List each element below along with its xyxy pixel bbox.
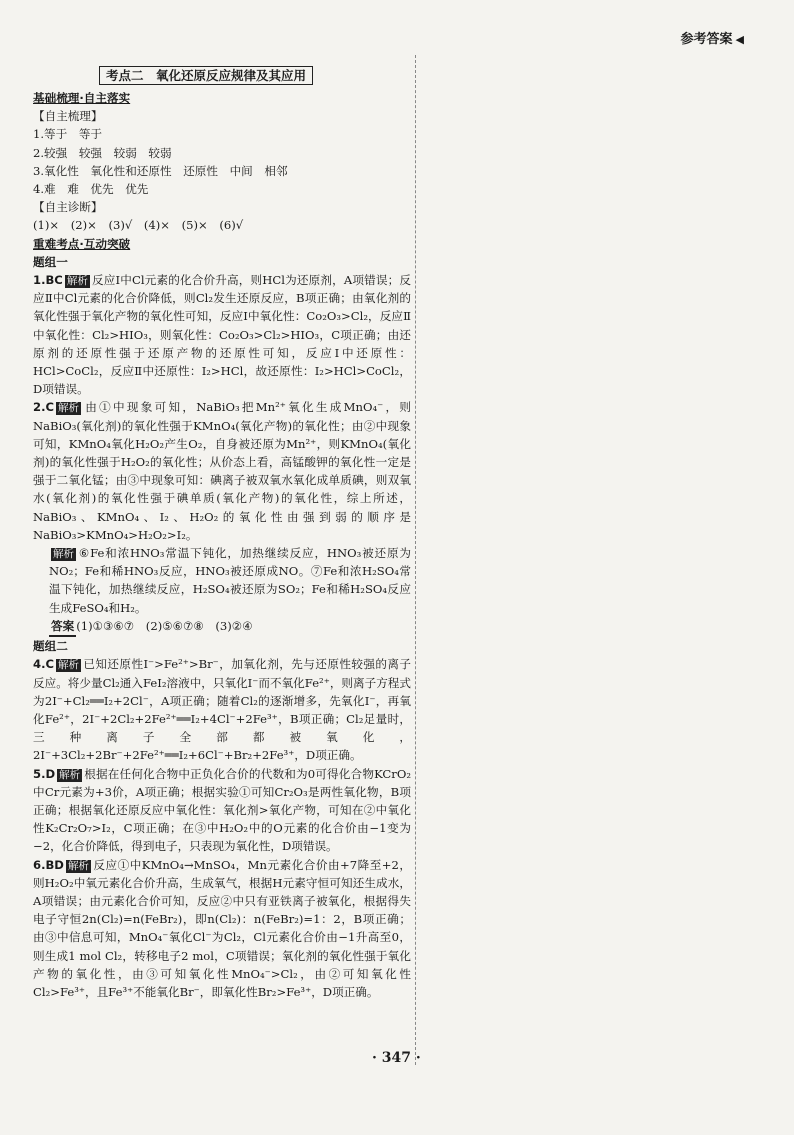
analysis-tag: 解析 bbox=[59, 768, 81, 781]
diagnosis-answers: (1)× (2)× (3)√ (4)× (5)× (6)√ bbox=[33, 218, 244, 233]
answer-number: 1.BC bbox=[33, 273, 63, 288]
triangle-left-icon: ◀ bbox=[735, 33, 744, 46]
sub-heading-review: 【自主梳理】 bbox=[33, 109, 103, 124]
answer-text: 已知还原性I⁻>Fe²⁺>Br⁻，加氧化剂，先与还原性较强的离子反应。将少量Cl₂通入FeI₂溶液中，只氧化I⁻而不氧化Fe²⁺，则离子方程式为2I⁻+Cl₂══I₂+2Cl⁻，A项正确；随着Cl₂的逐渐增多，先氧化I⁻，再氧化Fe²⁺，2I⁻+2Cl₂+2Fe²⁺══I₂+4Cl⁻+2Fe³⁺，B项正确；Cl₂足量时，三种离子全部都被氧化，2I⁻+3Cl₂+2Br⁻+2Fe²⁺══I₂+6Cl⁻+Br₂+2Fe³⁺，D项正确。 bbox=[33, 657, 411, 763]
review-line-2: 2.较强 较强 较弱 较弱 bbox=[33, 145, 172, 160]
sub-heading-diagnosis: 【自主诊断】 bbox=[33, 200, 103, 215]
page-header bbox=[681, 28, 744, 47]
answer-number: 2.C bbox=[33, 400, 54, 415]
answer-text: 由①中现象可知，NaBiO₃把Mn²⁺氧化生成MnO₄⁻，则NaBiO₃(氧化剂)的氧化性强于KMnO₄(氧化产物)的氧化性；由②中现象可知，KMnO₄氧化H₂O₂产生O₂，自身被还原为Mn²⁺，则KMnO₄(氧化剂)的氧化性强于H₂O₂的氧化性；从价态上看，高锰酸钾的氧化性一定是强于二氧化锰；由③中现象可知：碘离子被双氧水氧化成单质碘，则双氧水(氧化剂)的氧化性强于碘单质(氧化产物)的氧化性，综上所述，NaBiO₃、KMnO₄、I₂、H₂O₂的氧化性由强到弱的顺序是NaBiO₃>KMnO₄>H₂O₂>I₂。 bbox=[33, 400, 411, 542]
answer-item bbox=[33, 398, 411, 544]
answer-text: 反应Ⅰ中Cl元素的化合价升高，则HCl为还原剂，A项错误；反应Ⅱ中Cl元素的化合价降低，则Cl₂发生还原反应，B项正确；由氧化剂的氧化性强于氧化产物的氧化性可知，反应Ⅰ中氧化性：Co₂O₃>Cl₂，反应Ⅱ中氧化性：Cl₂>HIO₃，则氧化性：Co₂O₃>Cl₂>HIO₃，C项正确；由还原剂的还原性强于还原产物的还原性可知，反应Ⅰ中还原性：HCl>CoCl₂，反应Ⅱ中还原性：I₂>HCl，故还原性：I₂>HCl>CoCl₂，D项错误。 bbox=[33, 273, 411, 397]
answer-number: 6.BD bbox=[33, 857, 64, 872]
section-key-heading: 重难考点·互动突破 bbox=[33, 236, 131, 251]
answer-item bbox=[33, 856, 411, 1002]
answer-text: 根据在任何化合物中正负化合价的代数和为0可得化合物KCrO₂中Cr元素为+3价，A项正确；根据实验①可知Cr₂O₃是两性氧化物，B项正确；根据氧化还原反应中氧化性：氧化剂>氧化产物，可知在②中氧化性K₂Cr₂O₇>I₂，C项正确；在③中H₂O₂中的O元素的化合价由−1变为−2，化合价降低，得到电子，只表现为氧化性，D项错误。 bbox=[33, 766, 411, 854]
group-2-heading: 题组二 bbox=[33, 639, 68, 654]
answer-number: 4.C bbox=[33, 657, 54, 672]
answer-item bbox=[33, 655, 411, 764]
review-line-1: 1.等于 等于 bbox=[33, 127, 103, 142]
column-divider bbox=[415, 55, 416, 1065]
answer-item bbox=[33, 544, 411, 617]
review-line-4: 4.难 难 优先 优先 bbox=[33, 182, 149, 197]
answer-text: ⑥Fe和浓HNO₃常温下钝化，加热继续反应，HNO₃被还原为NO₂；Fe和稀HNO₃反应，HNO₃被还原成NO。⑦Fe和浓H₂SO₄常温下钝化，加热继续反应，H₂SO₄被还原为SO₂；Fe和稀H₂SO₄反应生成FeSO₄和H₂。 bbox=[49, 546, 411, 615]
answer-item bbox=[33, 765, 411, 856]
review-line-3: 3.氧化性 氧化性和还原性 还原性 中间 相邻 bbox=[33, 163, 288, 178]
analysis-tag: 解析 bbox=[57, 659, 79, 672]
analysis-tag: 解析 bbox=[67, 859, 89, 872]
section-basic-heading: 基础梳理·自主落实 bbox=[33, 91, 131, 105]
answer-item bbox=[33, 271, 411, 398]
answer-key: (1)①③⑥⑦ (2)⑤⑥⑦⑧ (3)②④ bbox=[76, 618, 253, 633]
answer-number: 5.D bbox=[33, 766, 56, 781]
answer-key-line bbox=[33, 617, 411, 637]
page-number: · 347 · bbox=[372, 1050, 421, 1066]
analysis-tag: 解析 bbox=[66, 275, 88, 288]
section-title: 考点二 氧化还原反应规律及其应用 bbox=[99, 66, 313, 85]
header-label: 参考答案 bbox=[680, 32, 733, 47]
answer-text: 反应①中KMnO₄→MnSO₄，Mn元素化合价由+7降至+2，则H₂O₂中氧元素化合价升高，生成氧气，根据H元素守恒可知还生成水，A项错误；由元素化合价可知，反应②中只有亚铁离子被氧化，根据得失电子守恒2n(Cl₂)=n(FeBr₂)，即n(Cl₂)：n(FeBr₂)=1：2，B项正确；由③中信息可知，MnO₄⁻氧化Cl⁻为Cl₂，Cl元素化合价由−1升高至0，则生成1 mol Cl₂，转移电子2 mol，C项错误；氧化剂的氧化性强于氧化产物的氧化性，由③可知氧化性MnO₄⁻>Cl₂，由②可知氧化性Cl₂>Fe³⁺，且Fe³⁺不能氧化Br⁻，即氧化性Br₂>Fe³⁺，D项正确。 bbox=[33, 857, 411, 999]
analysis-tag: 解析 bbox=[57, 402, 79, 415]
answer-column bbox=[33, 66, 411, 1001]
answer-tag: 答案 bbox=[49, 617, 76, 637]
analysis-tag: 解析 bbox=[53, 548, 74, 561]
group-1-heading: 题组一 bbox=[33, 254, 68, 269]
